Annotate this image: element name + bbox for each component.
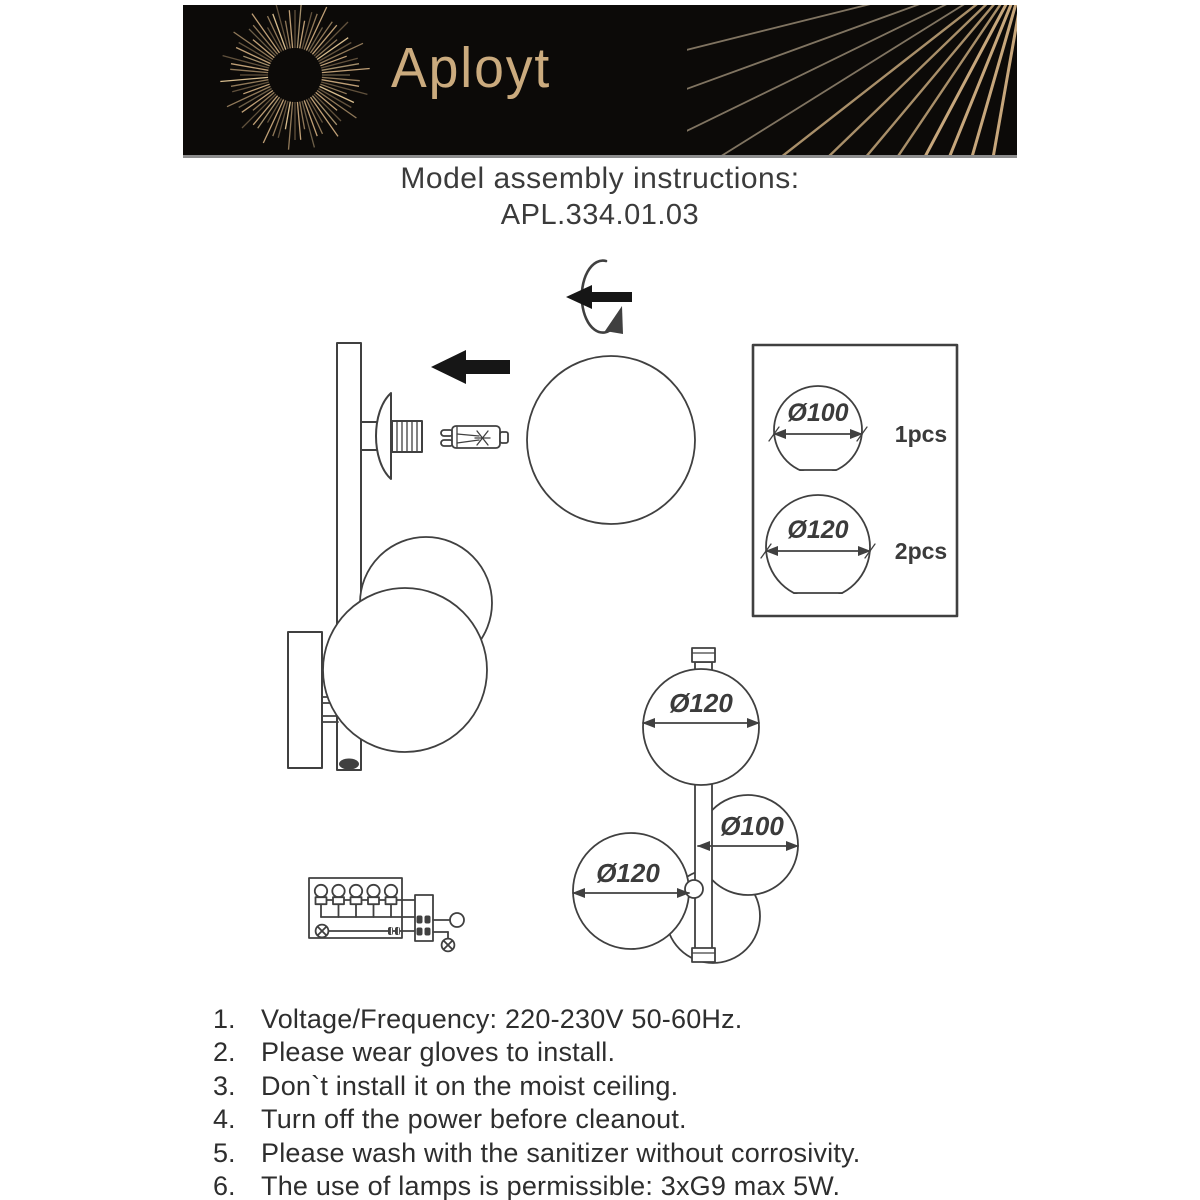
instruction-number: 3. [213,1070,236,1101]
part-sphere-120 [761,495,947,604]
exploded-view [288,261,695,770]
instruction-list [213,1004,860,1200]
push-direction-arrow-icon [431,350,510,384]
svg-text:Ø100: Ø100 [787,399,849,427]
g9-bulb [441,426,508,448]
svg-text:Ø120: Ø120 [596,858,660,888]
instruction-text: Voltage/Frequency: 220-230V 50-60Hz. [261,1004,743,1034]
instruction-number: 1. [213,1004,236,1034]
instruction-text: Please wear gloves to install. [261,1037,616,1068]
svg-text:Ø100: Ø100 [720,811,784,841]
dimension-view [573,648,798,963]
instruction-number: 4. [213,1104,236,1135]
rotation-direction-icon [566,261,632,334]
wiring-diagram [309,878,464,951]
instruction-text: The use of lamps is permissible: 3xG9 max 5W. [261,1170,841,1200]
instruction-text: Don`t install it on the moist ceiling. [261,1070,679,1101]
brand-name: Aployt [391,36,552,100]
terminal-block [415,895,433,941]
part-qty-label: 2pcs [894,538,948,564]
instruction-item [213,1171,860,1200]
lamp-socket [361,393,422,479]
instruction-text: Turn off the power before cleanout. [261,1104,687,1135]
page-title: Model assembly instructions: [400,162,800,195]
instruction-item [213,1138,860,1171]
instruction-text: Please wash with the sanitizer without corrosivity. [261,1137,861,1168]
instruction-number: 6. [213,1170,236,1200]
instruction-number: 5. [213,1137,236,1168]
part-sphere-100 [769,386,947,480]
instruction-number: 2. [213,1037,236,1068]
parts-box [753,345,957,616]
instruction-item [213,1071,860,1104]
glass-sphere [527,356,695,524]
instruction-item [213,1104,860,1137]
instruction-item [213,1004,860,1037]
instruction-item [213,1037,860,1070]
svg-text:Ø120: Ø120 [787,516,849,544]
part-qty-label: 1pcs [894,421,948,447]
model-number: APL.334.01.03 [500,199,700,231]
svg-text:Ø120: Ø120 [669,688,733,718]
